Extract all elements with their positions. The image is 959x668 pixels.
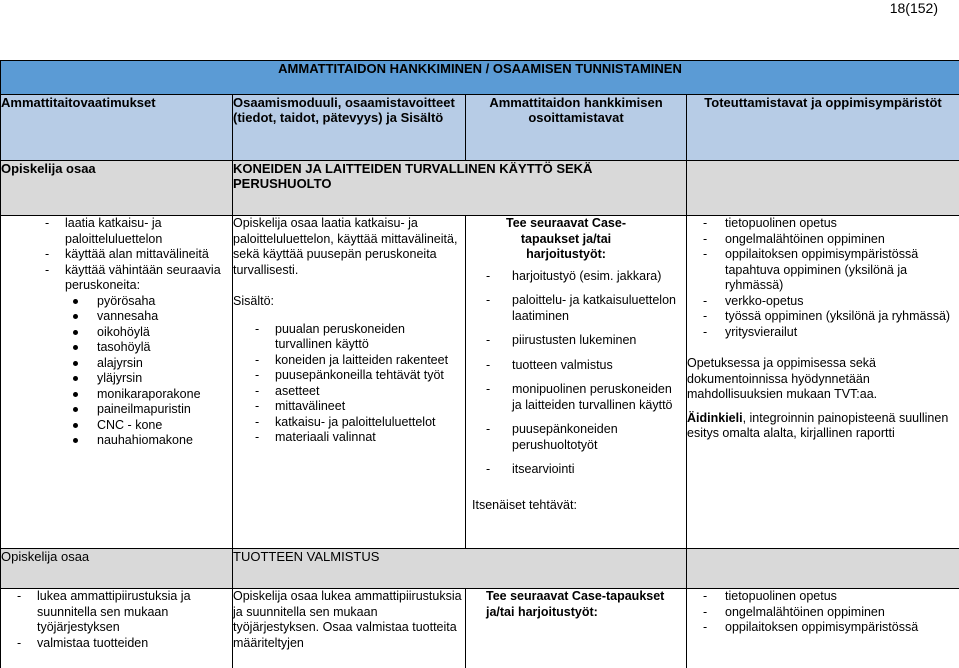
list-item: - itsearviointi [486,462,676,478]
list-item: - tuotteen valmistus [486,358,676,374]
machine-item: alajyrsin [73,356,232,372]
list-item: - työssä oppiminen (yksilönä ja ryhmässä) [687,309,959,325]
list-item: - puualan peruskoneiden turvallinen käyttö [251,322,465,353]
list-item: - monipuolinen peruskoneiden ja laitteiden turvallinen käyttö [486,382,676,413]
section2-requirements [1,589,233,668]
section1-empty [687,161,959,216]
section2-content-row [1,589,959,668]
list-item: - ongelmalähtöinen oppiminen [687,605,959,621]
machine-item: tasohöylä [73,340,232,356]
machine-item: oikohöylä [73,325,232,341]
list-item: - ongelmalähtöinen oppiminen [687,232,959,248]
section1-content-row [1,216,959,549]
machine-item: vannesaha [73,309,232,325]
section2-empty [687,549,959,589]
independent-tasks: Itsenäiset tehtävät: [472,497,577,512]
header-demonstration: Ammattitaidon hankkimisen osoittamistavat [466,95,687,161]
machine-item: nauhahiomakone [73,433,232,449]
section1-module-title: KONEIDEN JA LAITTEIDEN TURVALLINEN KÄYTTÖ SEKÄ PERUSHUOLTO [233,161,687,216]
machine-item: paineilmapuristin [73,402,232,418]
language-text: , integroinnin painopisteenä suullinen esitys omalta alalta, kirjallinen raportti [687,410,949,440]
list-item: - koneiden ja laitteiden rakenteet [251,353,465,369]
machine-item: monikaraporakone [73,387,232,403]
list-item: - yritysvierailut [687,325,959,341]
list-item: - paloittelu- ja katkaisuluettelon laatiminen [486,293,676,324]
header-row [1,95,959,161]
list-item: - oppilaitoksen oppimisympäristössä tapahtuva oppiminen (yksilönä ja ryhmässä) [687,247,959,294]
list-item: - mittavälineet [251,399,465,415]
list-item: - verkko-opetus [687,294,959,310]
list-item: - harjoitustyö (esim. jakkara) [486,269,676,285]
section2-module-content: Opiskelija osaa lukea ammattipiirustuksia ja suunnitella sen mukaan työjärjestyksen. Osaa valmistaa tuotteita määriteltyjen [233,589,466,668]
page-number: 18(152) [889,0,938,16]
content-label: Sisältö: [233,294,274,308]
machine-item: yläjyrsin [73,371,232,387]
list-item: - puusepänkoneiden perushuoltotyöt [486,422,676,453]
list-item: - tietopuolinen opetus [687,589,959,605]
list-item: - puusepänkoneilla tehtävät työt [251,368,465,384]
list-item: - oppilaitoksen oppimisympäristössä [687,620,959,636]
case-heading: Tee seuraavat Case-tapaukset ja/tai harjoitustyöt: [506,216,626,261]
section2-module-title: TUOTTEEN VALMISTUS [233,549,687,589]
list-item: - asetteet [251,384,465,400]
section1-label: Opiskelija osaa [1,161,233,216]
section1-requirements [1,216,233,549]
list-item: - lukea ammattipiirustuksia ja suunnitella sen mukaan työjärjestyksen [13,589,232,636]
section2-implementation [687,589,959,668]
list-item: - piirustusten lukeminen [486,333,676,349]
header-implementation: Toteuttamistavat ja oppimisympäristöt [687,95,959,161]
header-module: Osaamismoduuli, osaamistavoitteet (tiedot, taidot, pätevyys) ja Sisältö [233,95,466,161]
section2-row [1,549,959,589]
table-title-row [1,61,959,95]
list-item: - materiaali valinnat [251,430,465,446]
language-label: Äidinkieli [687,410,743,425]
list-item: - laatia katkaisu- ja paloitteluluettelon [41,216,232,247]
competence-table [0,60,959,668]
module-intro: Opiskelija osaa laatia katkaisu- ja paloitteluluettelon, käyttää mittavälineitä, sekä käyttää puusepän peruskoneita turvallisesti. [233,216,458,277]
machine-item: pyörösaha [73,294,232,310]
section2-demonstration [466,589,687,668]
header-requirements: Ammattitaitovaatimukset [1,95,233,161]
list-item: - käyttää alan mittavälineitä [41,247,232,263]
language-paragraph [687,411,959,442]
list-item: - käyttää vähintään seuraavia peruskoneita: [41,263,232,294]
section1-implementation [687,216,959,549]
case-heading: Tee seuraavat Case-tapaukset ja/tai harjoitustyöt: [486,589,665,619]
section1-module-content [233,216,466,549]
list-item: - tietopuolinen opetus [687,216,959,232]
section1-demonstration [466,216,687,549]
section1-row [1,161,959,216]
machine-item: CNC - kone [73,418,232,434]
list-item: - katkaisu- ja paloitteluluettelot [251,415,465,431]
list-item: - valmistaa tuotteiden [13,636,232,652]
tvt-paragraph: Opetuksessa ja oppimisessa sekä dokumentoinnissa hyödynnetään mahdollisuuksien mukaan TVT:aa. [687,356,878,401]
table-title: AMMATTITAIDON HANKKIMINEN / OSAAMISEN TUNNISTAMINEN [1,61,959,95]
section2-label: Opiskelija osaa [1,549,233,589]
